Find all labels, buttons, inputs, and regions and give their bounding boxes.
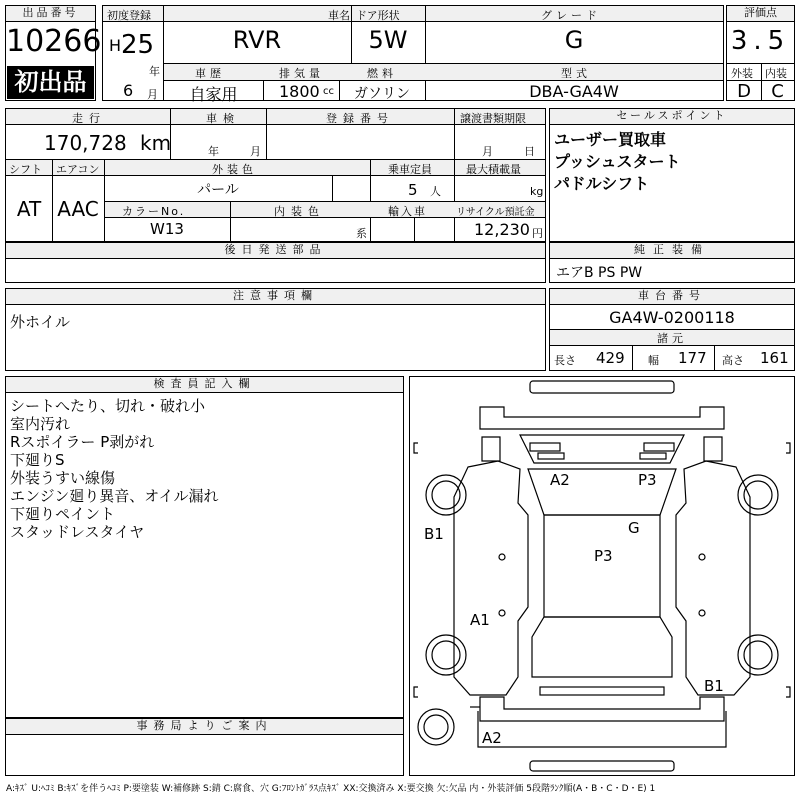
inspector-label: 検査員記入欄	[6, 377, 403, 393]
capacity-value: 5	[408, 181, 418, 199]
notes-value: 外ホイル	[10, 313, 71, 331]
registration-year: 25	[121, 30, 155, 60]
capacity-unit: 人	[430, 185, 441, 198]
fuel-label: 燃料	[367, 67, 397, 80]
damage-mark: B1	[424, 525, 444, 543]
inspector-line: Rスポイラー P剥がれ	[10, 433, 155, 451]
inspector-line: 下廻りS	[10, 451, 65, 469]
dimensions-label: 諸元	[657, 332, 687, 345]
interior-score: C	[771, 81, 784, 102]
mileage-label: 走行	[72, 112, 106, 125]
history-value: 自家用	[189, 85, 238, 104]
shift-value: AT	[16, 197, 42, 221]
exterior-score: D	[737, 81, 751, 102]
legend-text: A:ｷｽﾞ U:ﾍｺﾐ B:ｷｽﾞを伴うﾍｺﾐ P:要塗装 W:補修跡 S:錆 C:腐食、穴 G:ﾌﾛﾝﾄｶﾞﾗｽ点ｷｽﾞ XX:交換済み X:要交換 欠:欠品 内・外装評価 5段階ﾗﾝｸ順(A・B・C・D・E) 1	[6, 784, 656, 794]
displacement-value: 1800	[279, 82, 320, 101]
notes-label: 注意事項欄	[6, 289, 545, 305]
inspector-line: 外装うすい線傷	[10, 469, 116, 487]
length-label: 長さ	[554, 354, 576, 367]
recycle-unit: 円	[532, 227, 543, 240]
inspector-line: シートへたり、切れ・破れ小	[10, 397, 206, 415]
car-diagram	[409, 376, 795, 776]
sales-points-label: セールスポイント	[550, 109, 794, 125]
lot-label: 出品番号	[6, 6, 95, 22]
damage-mark: G	[628, 519, 640, 537]
aircon-label: エアコン	[56, 163, 100, 176]
car-name-label: 車名	[328, 9, 350, 22]
model-value: DBA-GA4W	[529, 82, 619, 101]
equipment-label: 純正装備	[550, 243, 794, 259]
damage-mark: A1	[470, 611, 490, 629]
recycle-label: リサイクル預託金	[456, 207, 535, 218]
door-value: 5W	[368, 26, 408, 54]
notes-box	[5, 288, 546, 371]
ext-color-value: パール	[197, 182, 239, 198]
damage-mark: A2	[550, 471, 570, 489]
color-no-value: W13	[150, 220, 184, 238]
mileage-unit: km	[140, 131, 172, 155]
max-load-label: 最大積載量	[466, 163, 521, 176]
office-box	[5, 718, 404, 776]
car-outline	[410, 377, 794, 775]
width-value: 177	[678, 349, 707, 367]
lot-box	[5, 5, 102, 101]
import-label: 輸入車	[388, 205, 427, 218]
registration-month-unit: 月	[147, 88, 158, 101]
damage-mark: P3	[638, 471, 657, 489]
length-value: 429	[596, 349, 625, 367]
first-listing-badge: 初出品	[7, 66, 94, 99]
color-no-label: カラーNo.	[122, 205, 186, 218]
registration-year-unit: 年	[149, 65, 160, 78]
inspector-line: エンジン廻り異音、オイル漏れ	[10, 487, 219, 505]
score-value: 3.5	[730, 26, 791, 56]
width-label: 幅	[648, 354, 659, 367]
sales-point-item: パドルシフト	[554, 174, 650, 193]
fuel-value: ガソリン	[354, 86, 410, 102]
equipment-value: エアB PS PW	[556, 265, 643, 281]
history-label: 車歴	[195, 67, 225, 80]
grade-label: グレード	[541, 9, 601, 22]
equipment-box	[549, 242, 795, 283]
main-spec-box	[5, 108, 546, 242]
top-info-box	[102, 5, 724, 104]
inspector-line: スタッドレスタイヤ	[10, 523, 145, 541]
deadline-day-unit: 日	[524, 145, 535, 158]
registration-era: H	[109, 36, 122, 55]
score-label: 評価点	[727, 6, 794, 22]
grade-value: G	[564, 26, 584, 54]
later-parts-box	[5, 242, 546, 283]
car-name-value: RVR	[232, 26, 282, 54]
deadline-month-unit: 月	[482, 145, 493, 158]
sales-point-item: ユーザー買取車	[554, 130, 667, 149]
reg-number-label: 登録番号	[326, 112, 394, 125]
chassis-value: GA4W-0200118	[609, 308, 735, 327]
int-color-label: 内装色	[274, 205, 325, 218]
door-label: ドア形状	[356, 9, 400, 22]
mileage-value: 170,728	[44, 131, 127, 155]
exterior-label: 外装	[731, 67, 753, 80]
inspection-month-unit: 月	[250, 145, 261, 158]
interior-label: 内装	[765, 67, 787, 80]
inspector-line: 下廻りペイント	[10, 505, 116, 523]
max-load-unit: kg	[530, 185, 544, 198]
damage-mark: P3	[594, 547, 613, 565]
ext-color-label: 外装色	[212, 163, 257, 176]
sales-point-item: プッシュスタート	[554, 152, 681, 171]
recycle-value: 12,230	[474, 220, 530, 239]
inspector-line: 室内汚れ	[10, 415, 71, 433]
inspection-year-unit: 年	[208, 145, 219, 158]
shift-label: シフト	[9, 163, 42, 176]
height-label: 高さ	[722, 354, 744, 367]
sales-points-box	[549, 108, 795, 242]
height-value: 161	[760, 349, 789, 367]
later-parts-label: 後日発送部品	[6, 243, 545, 259]
transfer-deadline-label: 譲渡書類期限	[460, 112, 526, 125]
displacement-unit: cc	[323, 86, 334, 97]
aircon-value: AAC	[57, 197, 99, 221]
inspection-label: 車検	[206, 112, 240, 125]
chassis-box	[549, 288, 795, 371]
chassis-label: 車台番号	[550, 289, 794, 305]
score-box	[726, 5, 795, 101]
lot-number: 10266	[6, 24, 102, 59]
damage-mark: A2	[482, 729, 502, 747]
model-label: 型式	[561, 67, 591, 80]
registration-label: 初度登録	[107, 9, 151, 22]
damage-mark: B1	[704, 677, 724, 695]
capacity-label: 乗車定員	[388, 163, 432, 176]
displacement-label: 排気量	[279, 67, 324, 80]
registration-month: 6	[123, 81, 134, 100]
inspector-box	[5, 376, 404, 718]
office-label: 事務局よりご案内	[6, 719, 403, 735]
int-color-suffix: 系	[356, 227, 367, 240]
